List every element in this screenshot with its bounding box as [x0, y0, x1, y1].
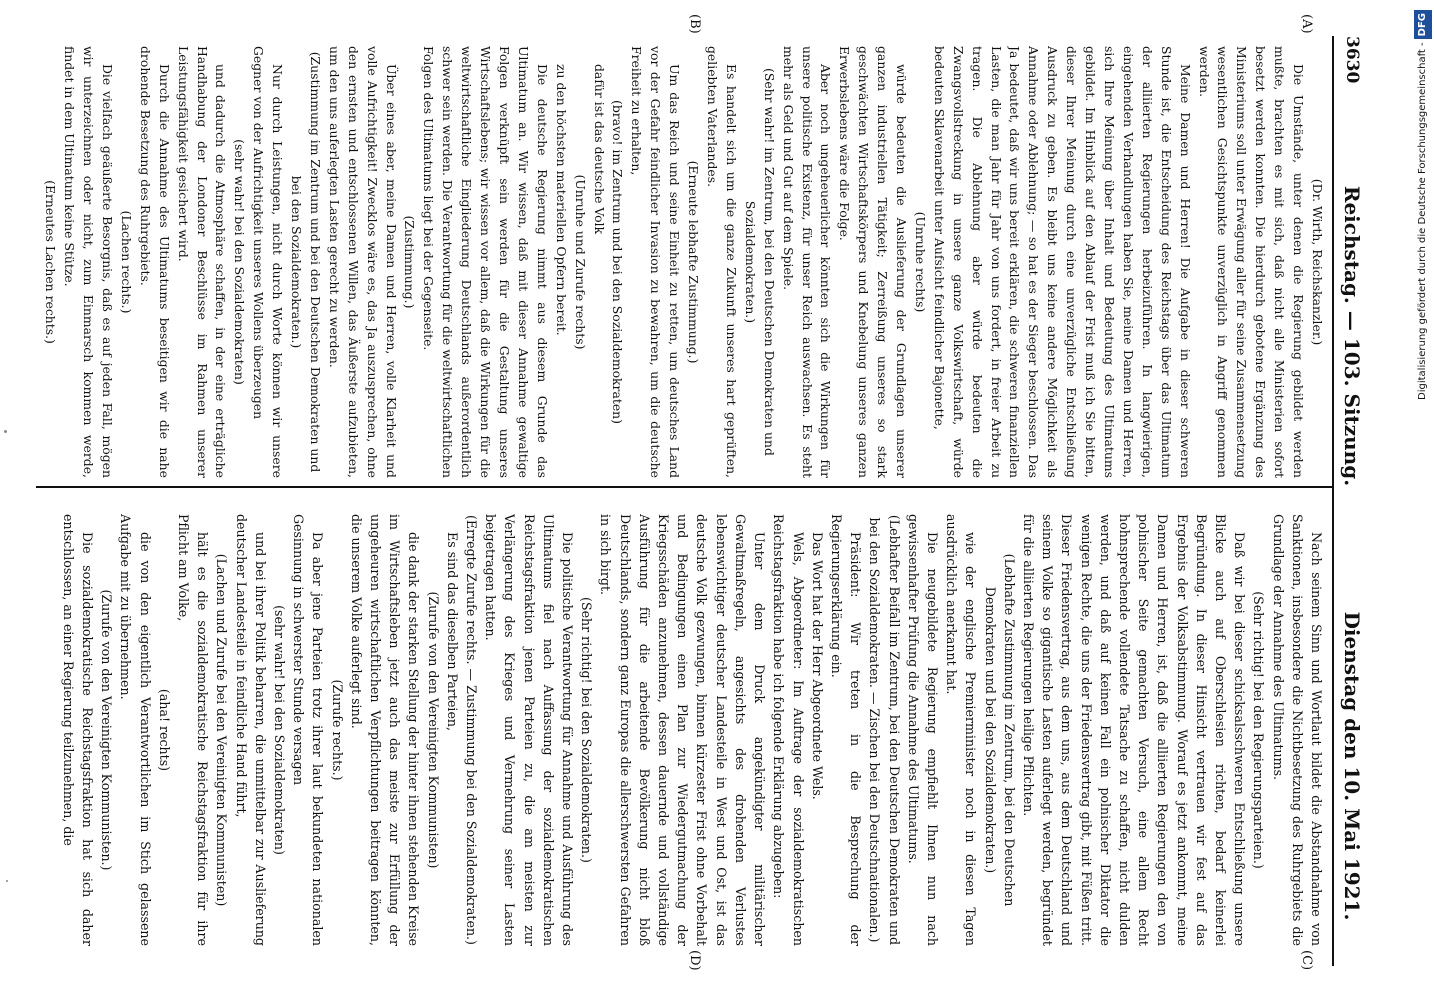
interjection-line: (Lebhafte Zustimmung im Zentrum, bei den Deutschen Demokraten und bei den Sozialdemokraten.): [982, 553, 1017, 907]
paragraph: würde bedeuten die Auslieferung der Grundlagen unserer ganzen industriellen Tätigkeit; Zerreißung unseres so stark geschwächten Wirtschaftskörpers und Knebelung unseres ganzen Erwerbslebens wäre die Folge.: [837, 46, 910, 478]
paragraph: Durch die Annahme des Ultimatums beseitigen wir die nahe drohende Besetzung des Ruhrgebiets.: [137, 46, 172, 478]
interjection-line: (Zustimmung im Zentrum und bei den Deutschen Demokraten und bei den Sozialdemokraten.): [289, 51, 323, 473]
dfg-badge: DFG: [1414, 10, 1432, 39]
paragraph: Über eines aber, meine Damen und Herren, volle Klarheit und volle Aufrichtigkeit! Zwecklos wäre es, das Ja auszusprechen, ohne den ernsten und entschlossenen Willen, das Äußerste aufzubieten, um den uns auferlegten Lasten gerecht zu werden.: [326, 46, 399, 478]
paragraph: Aber noch ungeheuerlicher könnten sich die Wirkungen für unsere politische Existenz, für unser Reich auswachsen. Es steht mehr als Geld und Gut auf dem Spiele.: [780, 46, 834, 478]
interjection-line: (Unruhe und Zurufe rechts): [572, 174, 588, 350]
interjection-line: (aha! rechts): [156, 688, 172, 772]
interjection-line: (Sehr richtig! bei den Sozialdemokraten.): [579, 597, 595, 863]
paragraph: Nur durch Leistungen, nicht durch Worte können wir unsere Gegner von der Aufrichtigkeit unseres Wollens überzeugen: [251, 46, 286, 478]
margin-marker-b: (B): [687, 14, 702, 34]
paragraph: Das Wort hat der Herr Abgeordnete Wels.: [809, 532, 825, 800]
paragraph: Die deutsche Regierung nimmt aus diesem Grunde das Ultimatum an. Wir wissen, daß mit dieser Annahme gewaltige Folgen verknüpft sein werden für die Gestaltung unseres Wirtschaftslebens; wir wissen vor allem, daß die Wirkungen für die weltwirtschaftliche Eingliederung Deutschlands außerordentlich schwer sein werden. Die Verantwortung für die weltwirtschaftlichen Folgen des Ultimatums liegt bei der Gegenseite.: [421, 46, 550, 478]
paragraph: Nach seinem Sinn und Wortlaut bildet die Abstandnahme von Sanktionen, insbesondere die Nichtbesetzung des Ruhrgebiets die Grundlage der Annahme des Ultimatums.: [1270, 514, 1324, 946]
margin-marker-a: (A): [1299, 14, 1314, 34]
margin-marker-c: (C): [1299, 950, 1314, 971]
right-text-column: [30, 514, 1326, 946]
paragraph: Die Umstände, unter denen die Regierung gebildet werden mußte, brachten es mit sich, daß nicht alle Ministerien sofort besetzt werden konnten. Die hierdurch gebotene Ergänzung des Ministeriums soll unter Erwägung aller für seine Zusammensetzung wesentlichen Gesichtspunkte unverzüglich in Angriff genommen werden.: [1196, 46, 1307, 478]
margin-marker-d: (D): [687, 950, 702, 971]
paragraph: Um das Reich und seine Einheit zu retten, um deutsches Land vor der Gefahr feindlicher Invasion zu bewahren, um die deutsche Freiheit zu erhalten,: [629, 46, 683, 478]
paragraph: Die politische Verantwortung für Annahme und Ausführung des Ultimatums fiel nach Auffassung der sozialdemokratischen Reichstagsfraktion jenen Parteien zu, die am meisten zur Verlängerung des Krieges und Vermehrung seiner Lasten beigetragen hatten.: [483, 514, 576, 946]
paragraph: die dank der starken Stellung der hinter ihnen stehenden Kreise im Wirtschaftsleben jetzt auch das meiste zur Erfüllung der ungeheuren wirtschaftlichen Verpflichtungen beitragen könnten, die unserem Volke auferlegt sind.: [348, 514, 422, 946]
interjection-line: (sehr wahr! bei den Sozialdemokraten): [232, 139, 248, 385]
scan-speck: [4, 430, 7, 433]
paragraph: zu den höchsten materiellen Opfern bereit.: [553, 64, 569, 336]
page-number: 3630: [1342, 36, 1362, 84]
interjection-line: (Sehr wahr! im Zentrum, bei den Deutschen Demokraten und Sozialdemokraten.): [742, 68, 777, 456]
column-divider: [36, 486, 1332, 488]
header-rule: [1332, 36, 1334, 966]
scan-speck: [6, 880, 8, 882]
page-header: [1338, 36, 1372, 966]
interjection-line: (bravo! im Zentrum und bei den Sozialdemokraten): [610, 100, 626, 424]
paragraph: Daß wir bei dieser schicksalsschweren Entschließung unsere Blicke auch auf Oberschlesien richten, bedarf keinerlei Begründung. In dieser Hinsicht vertrauen wir fest auf das Ergebnis der Volksabstimmung. Worauf es jetzt ankommt, meine Damen und Herren, ist, daß die alliierten Regierungen den von polnischer Seite gemachten Versuch, eine allem Recht hohnsprechende vollendete Tatsache zu schaffen, nicht dulden werden, und daß auf keinen Fall ein polnischer Diktator die wenigen Rechte, die uns der Friedensvertrag gibt, mit Füßen tritt. Dieser Friedensvertrag, aus dem uns, aus dem Deutschland und seinem Volke so gigantische Lasten auferlegt werden, begründet für die alliierten Regierungen heilige Pflichten.: [1020, 514, 1248, 946]
interjection-line: (Erregte Zurufe rechts. — Zustimmung bei den Sozialdemokraten.): [464, 515, 480, 945]
paragraph: hält es die sozialdemokratische Reichstagsfraktion für ihre Pflicht am Volke,: [176, 514, 211, 946]
interjection-line: (Lachen rechts.): [118, 210, 134, 314]
paragraph: Die neugebildete Regierung empfiehlt Ihnen nun nach gewissenhafter Prüfung die Annahme des Ultimatums.: [905, 514, 940, 946]
digitization-note-text: Digitalisierung gefördert durch die Deutsche Forschungsgemeinschaft -: [1417, 42, 1428, 400]
paragraph: Da aber jene Parteien trotz ihrer laut bekundeten nationalen Gesinnung in schwerster Stunde versagen: [291, 514, 326, 946]
interjection-line: (Zurufe rechts.): [329, 679, 345, 781]
interjection-line: (Erneute lebhafte Zustimmung.): [686, 160, 702, 364]
interjection-line: (Erneutes Lachen rechts.): [43, 180, 59, 344]
paragraph: Die sozialdemokratische Reichstagsfraktion hat sich daher entschlossen, an einer Regierung teilzunehmen, die: [60, 514, 95, 946]
paragraph: Wels, Abgeordneter: Im Auftrage der sozialdemokratischen Reichstagsfraktion habe ich folgende Erklärung abzugeben:: [771, 514, 806, 946]
paragraph: die von den eigentlich Verantwortlichen im Stich gelassene Aufgabe mit zu übernehmen.: [118, 514, 153, 946]
interjection-line: (Lachen und Zurufe bei den Vereinigten Kommunisten): [214, 553, 230, 907]
paragraph: und bei ihrer Politik beharren, die unmittelbar zur Auslieferung deutscher Landesteile in feindliche Hand führt,: [233, 514, 268, 946]
paragraph: Die vielfach geäußerte Besorgnis, daß es auf jeden Fall, mögen wir unterzeichnen oder nicht, zum Einmarsch kommen werde, findet in dem Ultimatum keine Stütze.: [62, 46, 115, 478]
interjection-line: (Dr. Wirth, Reichskanzler.): [1310, 178, 1325, 346]
interjection-line: (Zurufe von den Vereinigten Kommunisten): [425, 591, 441, 869]
paragraph: Meine Damen und Herren! Die Aufgabe in dieser schweren Stunde ist, die Entscheidung des Reichstags über das Ultimatum der alliierten Regierungen herbeizuführen. In langwierigen, eingehenden Verhandlungen haben Sie, meine Damen und Herren, sich Ihre Meinung über Inhalt und Bedeutung des Ultimatums gebildet. Im Hinblick auf den Ablauf der Frist muß ich Sie bitten, dieser Ihrer Meinung durch eine unverzügliche Entschließung Ausdruck zu geben. Es bleibt uns keine andere Möglichkeit als Annahme oder Ablehnung; — so hat es der Sieger beschlossen. Das Ja bedeutet, daß wir uns bereit erklären, die schweren finanziellen Lasten, die man Jahr für Jahr von uns fordert, in freier Arbeit zu tragen. Die Ablehnung aber würde bedeuten die Zwangsvollstreckung in unsere ganze Volkswirtschaft, würde bedeuten Sklavenarbeit unter Aufsicht feindlicher Bajonette,: [931, 46, 1193, 478]
interjection-line: (sehr wahr! bei den Sozialdemokraten): [272, 605, 288, 855]
interjection-line: (Zustimmung.): [402, 215, 418, 309]
paragraph: und dadurch die Atmosphäre schaffen, in der eine erträgliche Handhabung der Londoner Beschlüsse im Rahmen unserer Leistungsfähigkeit gesichert wird.: [175, 46, 229, 478]
interjection-line: (Lebhafter Beifall im Zentrum, bei den Deutschen Demokraten und bei den Sozialdemokraten. — Zischen bei den Deutschnationalen.): [867, 514, 902, 946]
digitization-note: [1414, 10, 1432, 990]
left-text-column: [30, 46, 1326, 478]
header-left-title: Reichstag. — 103. Sitzung.: [1340, 185, 1364, 487]
header-right-title: Dienstag den 10. Mai 1921.: [1340, 611, 1364, 921]
paragraph: Es sind das dieselben Parteien,: [444, 532, 460, 732]
paragraph: Unter dem Druck angekündigter militärischer Gewaltmaßregeln, angesichts des drohenden Verlustes lebenswichtiger deutscher Landesteile in West und Ost, ist das deutsche Volk gezwungen, binnen kürzester Frist ohne Vorbehalt und Bedingungen einen Plan zur Wiedergutmachung der Kriegsschäden anzunehmen, dessen dauernde und vollständige Ausführung für die arbeitende Bevölkerung nicht bloß Deutschlands, sondern ganz Europas die allerschwersten Gefahren in sich birgt.: [598, 514, 768, 946]
paragraph: dafür ist das deutsche Volk: [591, 64, 607, 235]
paragraph: Es handelt sich um die ganze Zukunft unseres hart geprüften, geliebten Vaterlandes.: [705, 46, 739, 478]
paragraph: Präsident: Wir treten in die Besprechung der Regierungserklärung ein.: [828, 514, 864, 946]
interjection-line: (Sehr richtig! bei den Regierungsparteien.): [1251, 591, 1267, 869]
interjection-line: (Zurufe von den Vereinigten Kommunisten.): [99, 589, 115, 871]
paragraph: wie der englische Premierminister noch in diesen Tagen ausdrücklich anerkannt hat.: [944, 514, 979, 946]
interjection-line: (Unruhe rechts): [912, 211, 928, 313]
